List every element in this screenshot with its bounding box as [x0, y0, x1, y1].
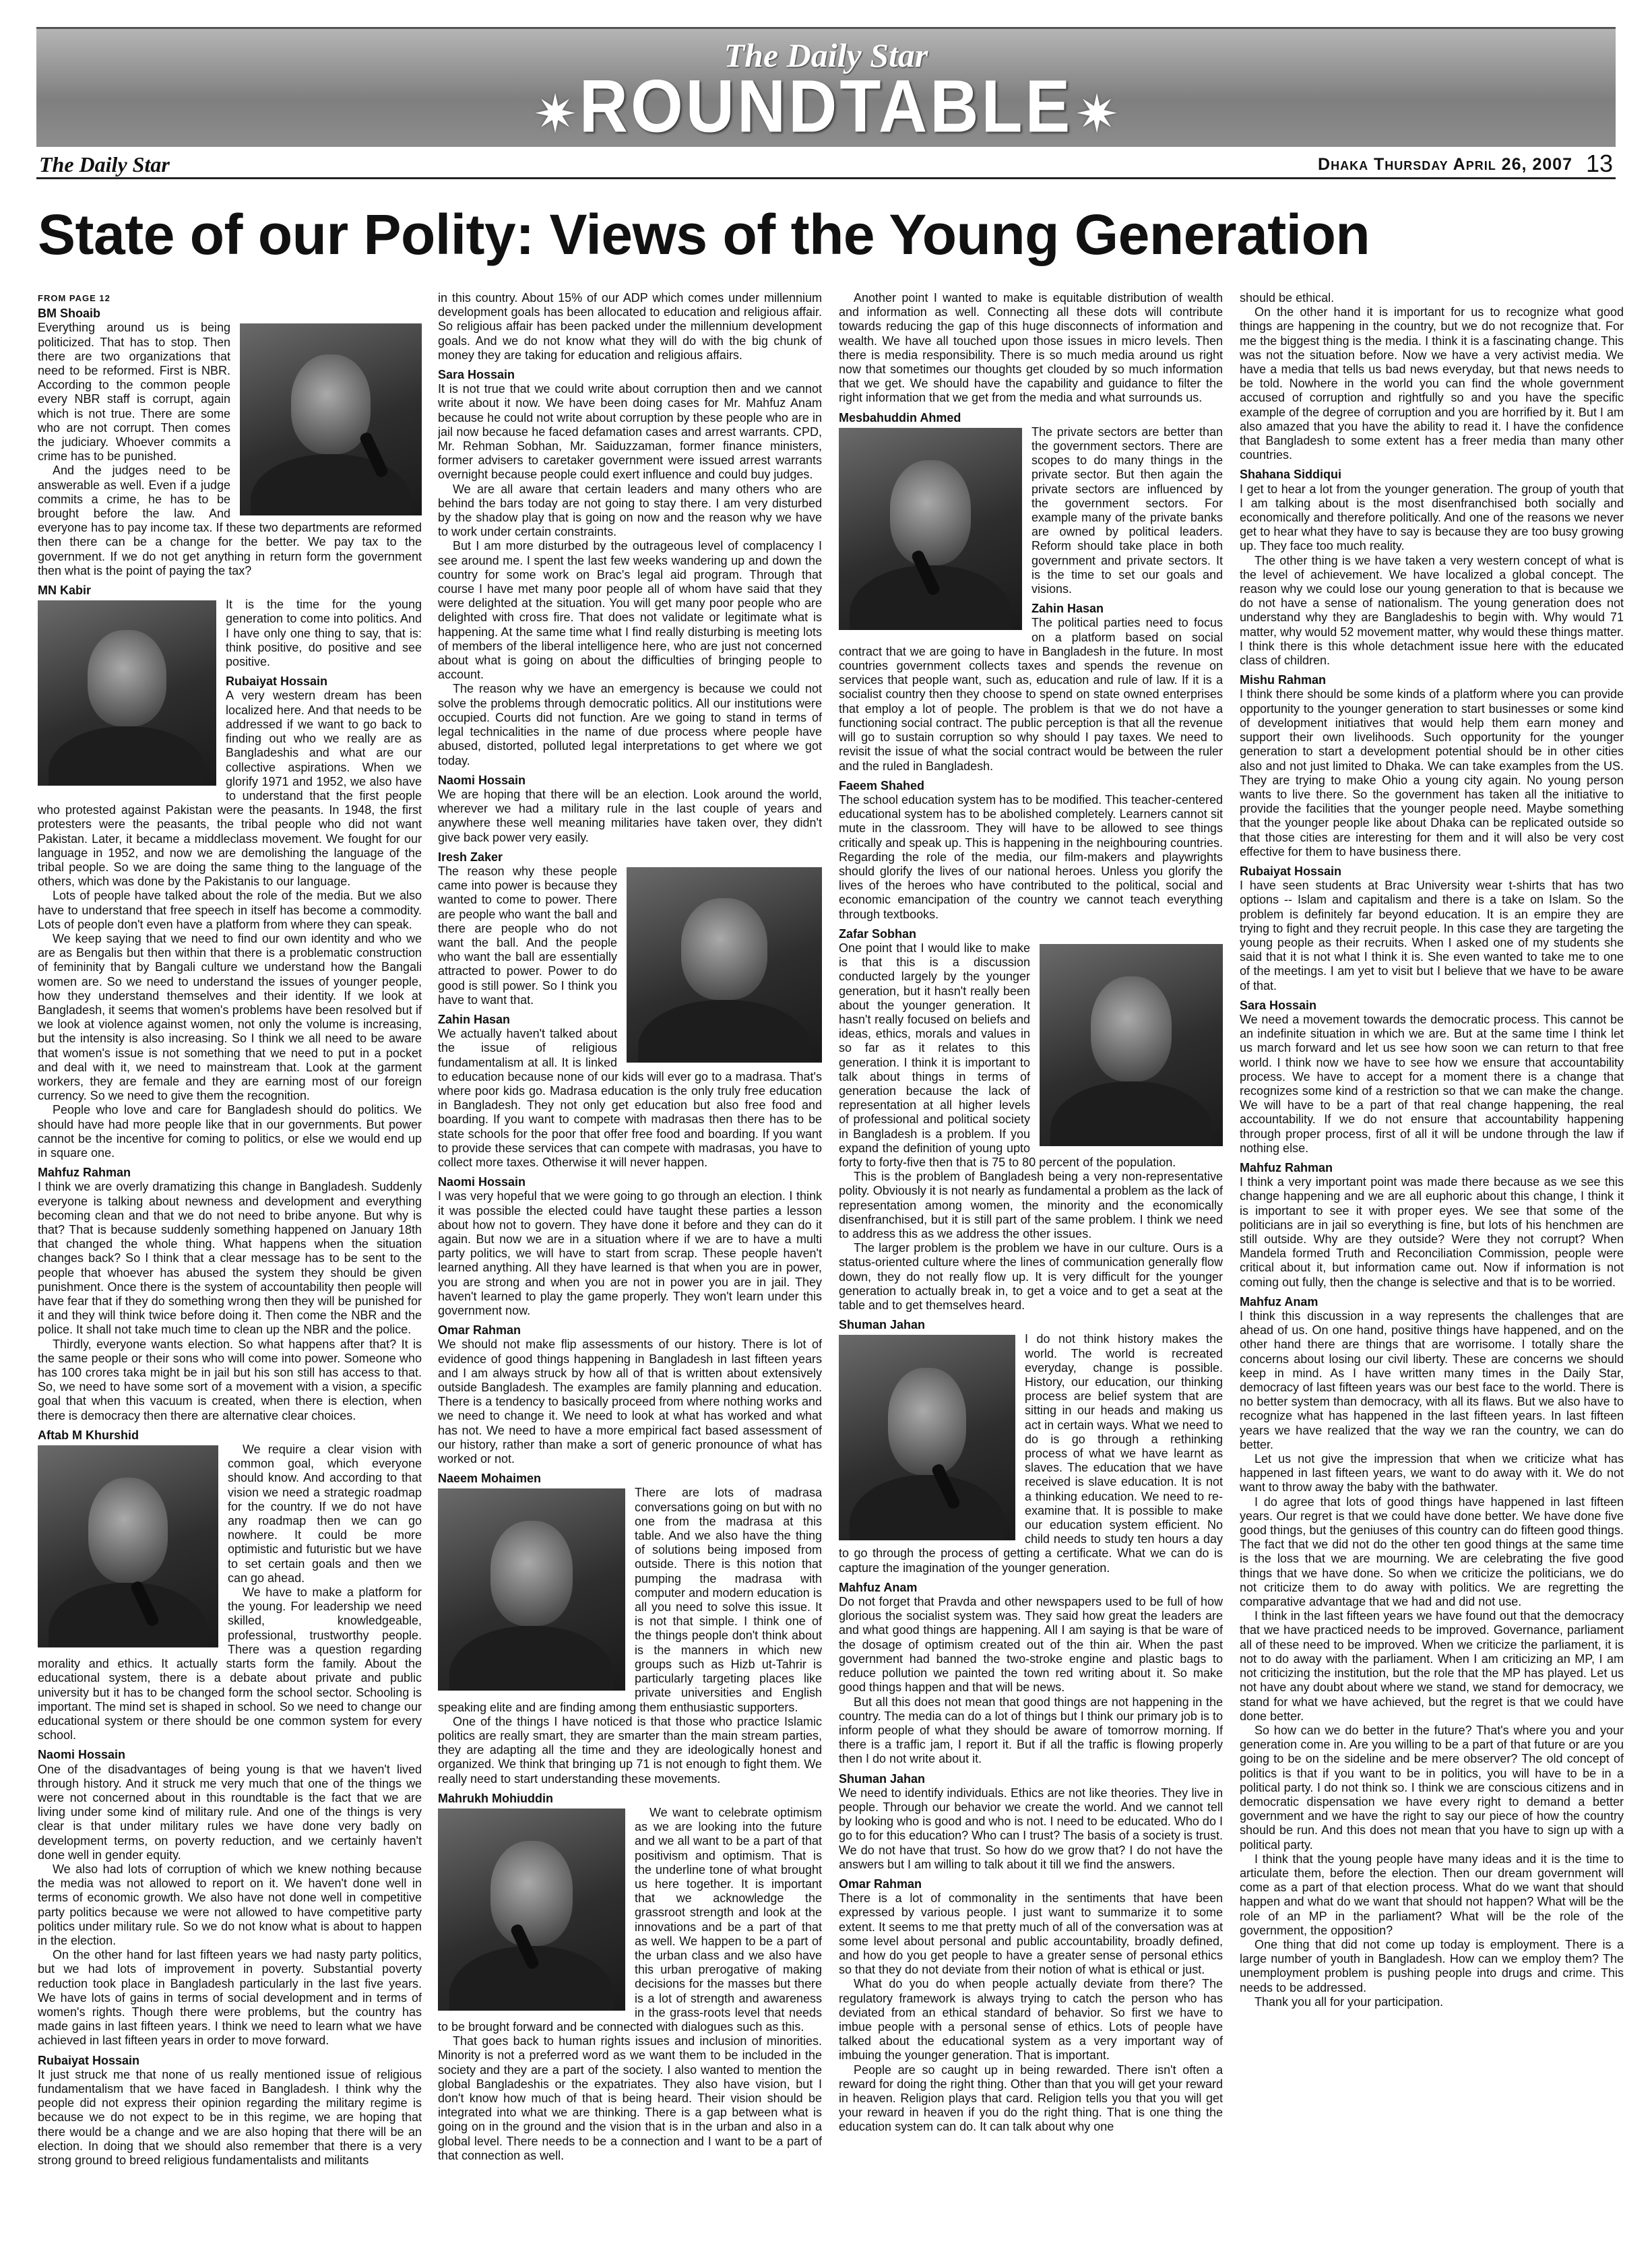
- paragraph: We actually haven't talked about the issue of religious fundamentalism at all. It is linked to education because none of our kids will ever go to a madrasa. That's where poor kids go. Madrasa education is the only truly free education in Bangladesh. They not only get education but also free food and boarding. If you want to compete with madrasas then there has to be state schools for the poor that offer free food and boarding. If you want to provide these services that can compete with madrasas, you have to collect more taxes. Otherwise it will never happen.: [438, 1027, 822, 1169]
- paragraph: I think this discussion in a way represents the challenges that are ahead of us. On one hand, positive things have happened, and on the other hand there are things that are worrisome. I totally share the concerns about losing our civil liberty. These are concerns we should keep in mind. As I have written many times in the Daily Star, democracy of last fifteen years was our best face to the world. There is no better system than democracy, with all its flaws. But we also have to recognize what has happened in the last fifteen years. In last fifteen years we have realized that the way we ran the country, we can do better.: [1240, 1309, 1624, 1451]
- column-4: [1240, 291, 1624, 2245]
- paragraph: I think a very important point was made there because as we see this change happening and we are all euphoric about this change, I think it is important to see it with proper eyes. We see that some of the politicians are in jail so everything is fine, but lots of his henchmen are still outside. Why are they outside? Were they not corrupt? When Mandela formed Truth and Reconciliation Commission, people were critical about it, but information came out. Now if information is not coming out fully, then the change is selective and that is to be worried.: [1240, 1175, 1624, 1289]
- paragraph: Another point I wanted to make is equitable distribution of wealth and information as well. Connecting all these dots will contribute towards reducing the gap of this huge disconnects of information and wealth. We have all touched upon those issues in micro levels. Then there is media responsibility. There is so much media around us right now that sometimes our thoughts get clouded by so much information that we get. We should have the capability and guidance to filter the right information that we get from the media and what surrounds us.: [839, 291, 1223, 405]
- paragraph: We want to celebrate optimism as we are looking into the future and we all want to be a part of that positivism and optimism. That is the underline tone of what brought us here together. It is important that we acknowledge the grassroot strength and look at the innovations and be a part of that as well. We happen to be a part of the urban class and we also have this urban prerogative of making decisions for the masses but there is a lot of strength and awareness in the grass-roots level that needs to be brought forward and be connected with dialogues such as this.: [438, 1805, 822, 2034]
- paragraph: There is a lot of commonality in the sentiments that have been expressed by various people. I just want to summarize it to some extent. It seems to me that pretty much of all of the conversation was at some level about personal and public accountability, broadly defined, and how do you get people to have a greater sense of personal ethics so that they do not deviate from their notion of what is ethical or just.: [839, 1891, 1223, 1977]
- column-3: [839, 291, 1223, 2245]
- paragraph: We should not make flip assessments of our history. There is lot of evidence of good things happening in Bangladesh in last fifteen years and I am always struck by how all of that is written about extensively outside Bangladesh. The examples are family planning and education. There is a tendency to basically proceed from where nothing works and we need to change it. We need to look at what has worked and what has not. We need to have a more empirical fact based assessment of our history, rather than make a sort of generic pronounce of what has worked or not.: [438, 1338, 822, 1466]
- paragraph: The private sectors are better than the government sectors. There are scopes to do many things in the private sector. But then again the private sectors are influenced by the government sectors. For example many of the private banks are owned by political leaders. Reform should take place in both government and private sectors. It is the time to set our goals and visions.: [1031, 425, 1223, 596]
- column-2: [438, 291, 822, 2245]
- speaker-name: Zafar Sobhan: [839, 926, 917, 941]
- photo-mn-kabir: [38, 600, 216, 786]
- folio-strip: [36, 150, 1616, 179]
- paragraph: People are so caught up in being rewarded. There isn't often a reward for doing the right thing. Other than that you will get your reward in heaven. Religion plays that card. Religion tells you that you will get your reward in heaven if you do the right thing. That is one thing the education system can do. It can talk about why one: [839, 2063, 1223, 2134]
- speaker-name: Sara Hossain: [438, 368, 515, 382]
- speaker-name: Naomi Hossain: [38, 1748, 126, 1762]
- speaker-name: Mahfuz Anam: [839, 1580, 918, 1594]
- paragraph: We are hoping that there will be an election. Look around the world, wherever we had a military rule in the last couple of years and anywhere these well meaning militaries have taken over, they didn't give back power very easily.: [438, 787, 822, 844]
- page-headline: State of our Polity: Views of the Young Generation: [38, 203, 1370, 266]
- paragraph: We are all aware that certain leaders and many others who are behind the bars today are not going to stay there. I am very disturbed by the shadow play that is going on now and the reason why we have to work under certain constraints.: [438, 482, 822, 539]
- paragraph: So how can we do better in the future? That's where you and your generation come in. Are you willing to be a part of that future or are you going to be on the sideline and be mere observer? The old concept of politics is that if you want to be in politics, you will have to be in a political party. I do not think so. I think we are conscious citizens and in democratic dispensation we have every right to demand a better government and we have the right to say our piece of how the country should be run. And this does not mean that you have to sign up with a political party.: [1240, 1723, 1624, 1852]
- speaker-name: Rubaiyat Hossain: [38, 2053, 140, 2067]
- paragraph: What do you do when people actually deviate from there? The regulatory framework is always trying to catch the person who has deviated from an ethical standard of behavior. So first we have to imbue people with a personal sense of ethics. Lots of people have talked about the educational system as a very important way of imbuing the younger generation. That is important.: [839, 1977, 1223, 2063]
- paragraph: People who love and care for Bangladesh should do politics. We should have had more people like that in our governments. But power cannot be the incentive for coming to politics, or else we would end up in square one.: [38, 1103, 422, 1160]
- paragraph: Do not forget that Pravda and other newspapers used to be full of how glorious the socialist system was. They said how great the leaders are and what good things are happening. All I am saying is that be ware of the dosage of optimism created out of the thin air. When the past government had banned the two-stroke engine and plastic bags to reduce pollution we painted the town red writing about it. So make good things happen and that will be news.: [839, 1595, 1223, 1695]
- speaker-name: Shuman Jahan: [839, 1771, 926, 1786]
- masthead-brand: The Daily Star: [724, 36, 928, 74]
- masthead: [36, 27, 1616, 147]
- paragraph: One of the disadvantages of being young is that we haven't lived through history. And it struck me very much that one of the things we were not concerned about in this roundtable is the fact that we are living under some kind of military rule. And one of the things is very clear is that under military rules we have done very badly on development terms, on poverty reduction, and we certainly haven't done well in gender equity.: [38, 1762, 422, 1862]
- speaker-name: Mahrukh Mohiuddin: [438, 1791, 553, 1805]
- paragraph: Thirdly, everyone wants election. So what happens after that? It is the same people or their sons who will come into power. Someone who has 100 crores taka might be in jail but his son still has access to that. So, we need to have some sort of a movement with a vision, a specific goal that when this vacuum is created, when there is election, when there is democracy then there are alternative clear choices.: [38, 1337, 422, 1422]
- speaker-name: Zahin Hasan: [438, 1012, 511, 1026]
- paragraph: I have seen students at Brac University wear t-shirts that has two options -- Islam and capitalism and there is a take on Islam. So the problem is definitely far beyond education. It is an empire they are trying to fight and they recruit people. In this case they are targeting the young people as their recruits. When I asked one of my students she said that it is not what I think it is. She even wanted to take me to one of the meetings. I am yet to visit but I believe that we have to be aware of that.: [1240, 879, 1624, 993]
- paragraph: I think in the last fifteen years we have found out that the democracy that we have practiced needs to be improved. Governance, parliament all of these need to be improved. When we criticize the parliament, it is not to do away with the parliament. When I am criticizing an MP, I am not criticizing the institution, but the role that the MP has played. Let us not have any doubt about where we stand, we stand for democracy, we stand for what we have achieved, but the regret is that we could have done better.: [1240, 1609, 1624, 1723]
- paragraph: I think there should be some kinds of a platform where you can provide opportunity to the younger generation to start businesses or some kind of development initiatives that would help them earn money and support their own livelihoods. Such opportunity for the younger generation to start a development potential should be in other cities also and not just limited to Dhaka. We can take examples from the US. They are trying to make Ohio a young city again. No young person wants to live there. So the government has taken all the initiative to provide the facilities that the younger people need. Maybe something that the younger people like about Dhaka can be replicated outside so that those cities are interesting for them and it will also be very cost effective for them to have business there.: [1240, 687, 1624, 858]
- paragraph: The reason why we have an emergency is because we could not solve the problems through democratic politics. All our institutions were occupied. Courts did not function. Are we going to stand in terms of legal technicalities in the name of due process where people have abused, distorted, polluted legal interpretations to get where we got today.: [438, 682, 822, 767]
- paragraph: Everything around us is being politicized. That has to stop. Then there are two organizations that need to be reformed. First is NBR. According to the common people every NBR staff is corrupt, again which is not true. There are some who are not corrupt. Then comes the judiciary. Whoever commits a crime has to be punished.: [38, 321, 230, 464]
- paragraph: I do agree that lots of good things have happened in last fifteen years. Our regret is that we could have done better. We have done five good things, but the geniuses of this country can do fifteen good things. The fact that we did not do the other ten good things at the same time is the loss that we are mourning. We are celebrating the five good things that we have done. So when we criticize the politicians, we do not criticize them to do away with politics. We are regretting the comparative advantage that we had and did not use.: [1240, 1495, 1624, 1609]
- photo-iresh-zaker: [627, 867, 822, 1063]
- photo-mahrukh-mohiuddin: [438, 1809, 625, 2011]
- paragraph: I was very hopeful that we were going to go through an election. I think it was possible the elected could have taught these parties a lesson about how not to govern. They have done it before and they can do it again. But now we are in a situation where if we are to have a multi party politics, we will have to start from scrap. These people haven't learned anything. All they have learned is that when you are in power, you are strong and when you are not in power you are in jail. They haven't learned to play the game properly. They won't learn under this government now.: [438, 1189, 822, 1318]
- speaker-name: Zahin Hasan: [1031, 602, 1104, 616]
- speaker-name: Omar Rahman: [839, 1877, 922, 1891]
- paragraph: We require a clear vision with common goal, which everyone should know. And according to that vision we need a strategic roadmap for the country. If we do not have any roadmap then we can go nowhere. It could be more optimistic and futuristic but we have to set certain goals and then we can go ahead.: [228, 1443, 422, 1585]
- paragraph: It just struck me that none of us really mentioned issue of religious fundamentalism that we have faced in Bangladesh. I think why the people did not express their opinion regarding the military regime is because we do not expect to be in this regime, we are hoping that there would be a change and we are also hoping that there will be an election. In doing that we should also remember that there is a very strong ground to breed religious fundamentalists and militants: [38, 2067, 422, 2167]
- star-right-icon: ✷: [1075, 84, 1119, 144]
- speaker-name: Mesbahuddin Ahmed: [839, 410, 961, 425]
- speaker-name: Mahfuz Anam: [1240, 1294, 1319, 1309]
- paragraph: The political parties need to focus on a platform based on social contract that we are going to have in Bangladesh in the future. In most countries government collects taxes and spends the revenue on services that people want, such as, education and rule of law. If it is a socialist country then they choose to spend on state owned enterprises that employ a lot of people. The problem is that we do not have a functioning social contract. The public perception is that all the revenue will go to sustain corruption so why should I pay taxes. We need to revisit the issue of what the social contract would be between the ruler and the ruled in Bangladesh.: [839, 616, 1223, 773]
- speaker-name: Mahfuz Rahman: [1240, 1160, 1333, 1174]
- paragraph: One thing that did not come up today is employment. There is a large number of youth in Bangladesh. How can we employ them? The unemployment problem is pushing people into drugs and crime. This needs to be addressed.: [1240, 1937, 1624, 1994]
- speaker-name: Naeem Mohaimen: [438, 1472, 542, 1486]
- speaker-name: Sara Hossain: [1240, 998, 1317, 1012]
- dateline: Dhaka Thursday April 26, 2007: [1318, 155, 1572, 174]
- speaker-name: Naomi Hossain: [438, 1175, 526, 1189]
- paragraph: The larger problem is the problem we have in our culture. Ours is a status-oriented culture where the lines of communication generally flow down, they do not really flow up. It is very difficult for the younger generation to actually break in, to get a voice and to get a seat at the table and to get themselves heard.: [839, 1241, 1223, 1313]
- speaker-name: Iresh Zaker: [438, 850, 503, 864]
- paragraph: The school education system has to be modified. This teacher-centered educational system has to be abolished completely. Learners cannot sit mute in the classroom. They will have to be allowed to see things critically and speak up. This is happening in the neighbouring countries. Regarding the role of the media, our film-makers and playwrights should glorify the lives of our national heroes. Unless you glorify the lives of the heroes who have contributed to the political, social and economic emancipation of the country we cannot teach everything through textbooks.: [839, 792, 1223, 921]
- paragraph: There are lots of madrasa conversations going on but with no one from the madrasa at this table. And we also have the thing of solutions being imposed from outside. There is this notion that pumping the madrasa with computer and modern education is all you need to solve this issue. It is not that simple. I think one of the things people don't think about is the manners in which new groups such as Hizb ut-Tahrir is particularly targeting places like private universities and English speaking elite and are finding among them enthusiastic supporters.: [438, 1486, 822, 1714]
- star-left-icon: ✷: [533, 84, 577, 144]
- paragraph: But all this does not mean that good things are not happening in the country. The media can do a lot of things but I think our primary job is to inform people of what they should be aware of tomorrow morning. If there is a traffic jam, I report it. But if all the traffic is flowing properly then I do not write about it.: [839, 1695, 1223, 1766]
- speaker-name: Rubaiyat Hossain: [1240, 864, 1342, 878]
- paragraph: On the other hand it is important for us to recognize what good things are happening in the country, but we do not recognize that. For me the biggest thing is the media. I think it is a fascinating change. This was not the situation before. Now we have a very activist media. We have a media that tells us bad news everyday, but that news needs to be told. Nowhere in the world you can find the whole government accused of corruption and rightfully so and you have the specific example of the degree of corruption and you are horrified by it. But I am also amazed that you have the ability to read it. I have the confidence that Bangladesh to some extent has a freer media than many other countries.: [1240, 305, 1624, 462]
- paragraph: should be ethical.: [1240, 291, 1335, 305]
- page-number: 13: [1585, 150, 1613, 177]
- paragraph: One of the things I have noticed is that those who practice Islamic politics are really smart, they are smarter than the main stream parties, they are adapting all the time and they are ideologically honest and organized. We think that bringing up 71 is not enough to fight them. We really need to start understanding these movements.: [438, 1714, 822, 1786]
- paragraph: But I am more disturbed by the outrageous level of complacency I see around me. I spent the last few weeks wandering up and down the country for some work on Brac's legal aid program. Through that course I have met many poor people all of whom have said that they were delighted at the situation. You will get many poor people who are delighted with cross fire. That does not validate or legitimate what is happening. At the same time what I find really disturbing is meeting lots of members of the liberal intelligence here, who are just not concerned about what is going on about the difficulties of bringing people to account.: [438, 539, 822, 682]
- paragraph: Thank you all for your participation.: [1254, 1994, 1444, 2009]
- speaker-name: Shahana Siddiqui: [1240, 468, 1342, 482]
- section-title: ROUNDTABLE: [579, 65, 1073, 148]
- speaker-name: Mahfuz Rahman: [38, 1166, 131, 1180]
- photo-mesbahuddin-ahmed: [839, 428, 1022, 630]
- paragraph: I think we are overly dramatizing this change in Bangladesh. Suddenly everyone is talking about newness and development and everything becoming clean and that we do not need to bribe anyone. But why is that? That is because suddenly something happened on January 18th that changed the whole thing. What happens when the situation changes back? So I think that a clear message has to be sent to the people that whoever has abused the system they should be given punishment. Once there is the system of accountability then people will have fear that if they do something wrong then they will be punished for it and they will think twice before doing it. Then come the NBR and the police. It shall not take much time to clean up the NBR and the police.: [38, 1180, 422, 1337]
- paragraph: in this country. About 15% of our ADP which comes under millennium development goals has been allocated to education and religious affair. So religious affair has been packed under the millennium development goals. And we do not know what they will do with the big chunk of money they are taking for education and religious affairs.: [438, 291, 822, 362]
- column-1: [38, 291, 422, 2245]
- speaker-name: Rubaiyat Hossain: [226, 674, 328, 689]
- paragraph: On the other hand for last fifteen years we had nasty party politics, but we had lots of improvement in poverty. Substantial poverty reduction took place in Bangladesh particularly in the last five years. We have lots of gains in terms of social development and in terms of women's rights. Though there were problems, but the country has made gains in last fifteen years. I think we need to learn what we have achieved in last fifteen years in order to move forward.: [38, 1948, 422, 2048]
- photo-zafar-sobhan: [1040, 944, 1223, 1146]
- paragraph: We have to make a platform for the young. For leadership we need skilled, knowledgeable, professional, trustworthy people. There was a question regarding morality and ethics. It actually starts form the family. About the educational system, there is a debate about private and public university but it has to be changed form the school sector. Schooling is important. The mind set is shaped in school. So we need to change our educational system or there should be one common system for every school.: [38, 1585, 422, 1742]
- photo-naeem-mohaimen: [438, 1488, 625, 1691]
- photo-bm-shoaib: [240, 323, 422, 515]
- paragraph: The other thing is we have taken a very western concept of what is the level of achievement. We have localized a global concept. The reason why we could lose our young generation to that is because we do not have a sense of nationalism. The young generation does not understand why they are Bangladeshis to begin with. Why would 71 matter, why would 52 movement matter, why would these things matter. I think there is this whole detachment issue here with the educated class of children.: [1240, 553, 1624, 668]
- speaker-name: Mishu Rahman: [1240, 673, 1327, 687]
- paragraph: We need to identify individuals. Ethics are not like theories. They live in people. Through our behavior we create the world. And we cannot tell by looking who is good and who is not. I need to be educated. Who do I go to for this education? Who can I trust? The basis of a society is trust. We do not have that trust. So how do we grow that? I do not have the answers but I am willing to talk about it till we find the answers.: [839, 1786, 1223, 1871]
- speaker-name: Shuman Jahan: [839, 1318, 926, 1332]
- paragraph: A very western dream has been localized here. And that needs to be addressed if we want to go back to finding out who we really are as Bangladeshis and what are our collective aspirations. When we glorify 1971 and 1952, we also have to understand that the first people who protested against Pakistan were the peasants. In 1948, the first protesters were the peasants, the tribal people who did not want Pakistan. Later, it became a middleclass movement. We fought for our language in 1952, and now we are demolishing the language of the tribal people. So we are doing the same thing to the language of the others, which was done by the Pakistanis to our language.: [38, 689, 422, 889]
- paragraph: One point that I would like to make is that this is a discussion conducted largely by the younger generation, but it hasn't really been about the younger generation. It hasn't really focused on beliefs and ideas, ethics, morals and values in so far as it relates to this generation. I think it is important to talk about things in terms of generation because the lack of representation at all higher levels of professional and political society in Bangladesh is a problem. If you expand the definition of young upto forty to forty-five then that is 75 to 80 percent of the population.: [839, 941, 1176, 1169]
- speaker-name: BM Shoaib: [38, 307, 100, 321]
- folio-brand: The Daily Star: [39, 152, 170, 177]
- speaker-name: Faeem Shahed: [839, 778, 925, 792]
- continuation-label: FROM PAGE 12: [38, 293, 110, 303]
- speaker-name: Omar Rahman: [438, 1323, 521, 1338]
- paragraph: The reason why these people came into power is because they wanted to come to power. There are people who want the ball and there are people who do not want the ball. And the people who want the ball are essentially attracted to power. Power to do good is still power. So I think you have to want that.: [438, 864, 617, 1007]
- paragraph: It is the time for the young generation to come into politics. And I have only one thing to say, that is: think positive, do positive and see positive.: [226, 598, 422, 669]
- paragraph: And the judges need to be answerable as well. Even if a judge commits a crime, he has to be brought before the law. And everyone has to pay income tax. If these two departments are reformed then there can be a change for the better. We pay tax to the government. If we do not get anything in return form the government then what is the point of paying the tax?: [38, 464, 422, 577]
- speaker-name: MN Kabir: [38, 584, 92, 598]
- photo-aftab-m-khurshid: [38, 1445, 218, 1647]
- paragraph: I get to hear a lot from the younger generation. The group of youth that I am talking about is the most disenfranchised both socially and economically and therefore politically. And one of the reasons we never get to hear what they have to say is because they are too busy growing up. They face too much reality.: [1240, 482, 1624, 553]
- paragraph: We also had lots of corruption of which we knew nothing because the media was not allowed to report on it. We haven't done well in terms of economic growth. We also have not done well in competitive party politics because we were not allowed to have competitive party politics under military rule. So we do not know what is about to happen in the election.: [38, 1862, 422, 1947]
- speaker-name: Aftab M Khurshid: [38, 1428, 139, 1442]
- paragraph: This is the problem of Bangladesh being a very non-representative polity. Obviously it is not nearly as fundamental a problem as the lack of representation among women, the minority and the economically disenfranchised, but it is still part of the same problem. I think we need to address this as we address the other issues.: [839, 1170, 1223, 1240]
- paragraph: We keep saying that we need to find our own identity and who we are as Bengalis but then within that there is a problematic construction of femininity that by Bangali culture we understand how the Bangali women are. So we need to understand the issues of younger people, how they understand themselves and their identity. If we look at Bangladesh, it seems that women's problems have been resolved but if we look at violence against women, not only the volume is increasing, but the intensity is also increasing. So I think we all need to be aware that women's issue is not something that we need to put in a pocket and deal with it, we need to mainstream that. Look at the garment workers, they are female and they are earning most of our foreign currency. So we need to give them the recognition.: [38, 931, 422, 1103]
- speaker-name: Naomi Hossain: [438, 773, 526, 787]
- paragraph: I think that the young people have many ideas and it is the time to articulate them, before the election. Then our dream government will come as a part of that election process. What do we want that should happen and what do we want that should not happen? What will be the role of an MP in the parliament? What will be the role of the government, the opposition?: [1240, 1852, 1624, 1937]
- photo-shuman-jahan: [839, 1335, 1015, 1540]
- paragraph: It is not true that we could write about corruption then and we cannot write about it now. We have been doing cases for Mr. Mahfuz Anam because he could not write about corruption by these people who are in jail now because he faced defamation cases and arrest warrants. CPD, Mr. Rehman Sobhan, Mr. Saiduzzaman, former finance ministers, former advisers to caretaker government were issued arrest warrants overnight because people could exert influence and could buy judges.: [438, 382, 822, 482]
- paragraph: That goes back to human rights issues and inclusion of minorities. Minority is not a preferred word as we want them to be included in the society and they are a part of the society. I also wanted to mention the global Bangladeshis or the expatriates. They also have vision, but I don't know how much of that is being heard. Their vision should be integrated into what we are thinking. There is a gap between what is going on in the ground and the vision that is in the urban and also in a global level. There needs to be a connection and I want to be a part of that connection as well.: [438, 2034, 822, 2162]
- paragraph: I do not think history makes the world. The world is recreated everyday, change is possible. History, our education, our thinking process are belief system that are sitting in our heads and making us act in certain ways. What we need to do is go through a rethinking process of what we have learnt as slaves. The education that we have received is slave education. It is not a thinking education. We need to re-examine that. It is possible to make our education system efficient. No child needs to study ten hours a day to go through the process of getting a certificate. What we can do is capture the imagination of the younger generation.: [839, 1332, 1223, 1575]
- paragraph: Lots of people have talked about the role of the media. But we also have to understand that free speech in itself has become a commodity. Lots of people don't even have a platform from where they can speak.: [38, 889, 422, 931]
- paragraph: We need a movement towards the democratic process. This cannot be an indefinite situation in which we are. But at the same time I think let us march forward and let us see how soon we can return to that free world. I think now we have to see how we ensure that accountability process. We have to accept for a moment there is a change that recognizes some kind of a restriction so that we can make the change. We will have to be a part of that real change happening, the real accountability. If we do not ensure that accountability happening through proper process, first of all it will be undone through the law if nothing else.: [1240, 1012, 1624, 1155]
- paragraph: Let us not give the impression that when we criticize what has happened in last fifteen years, we want to do away with it. We do not want to throw away the baby with the bathwater.: [1240, 1452, 1624, 1495]
